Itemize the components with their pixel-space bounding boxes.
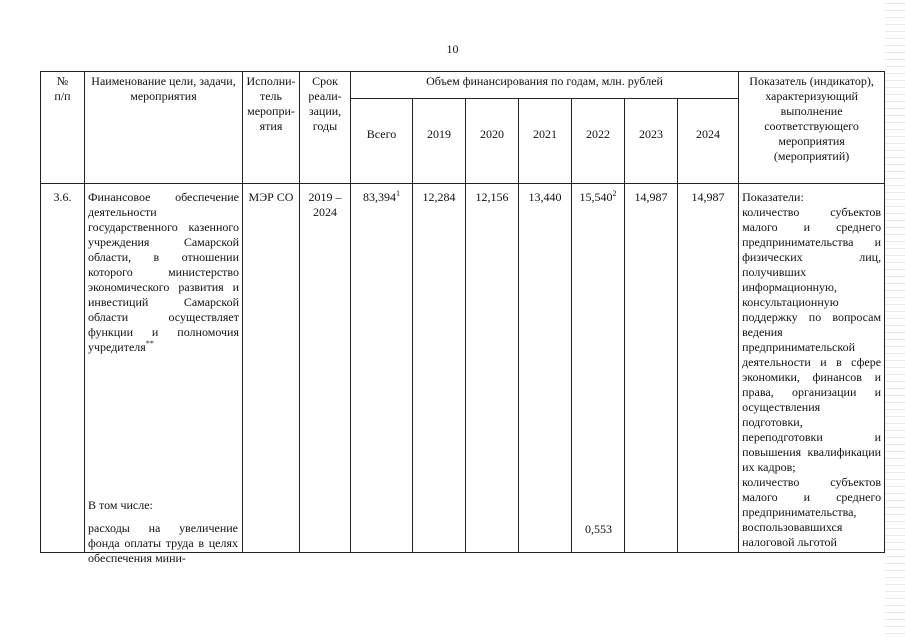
row-value-2022 xyxy=(572,184,625,553)
row-name-text: Финансовое обеспечение деятельности государственного казенного учреждения Самарской области, в отношении которого министерство экономического развития и инвестиций Самарской области осуществляет функции и полномочия учредителя xyxy=(88,190,239,354)
header-year-2023: 2023 xyxy=(625,99,678,184)
scan-edge-artifact xyxy=(885,0,905,640)
row-total-value: 83,394 xyxy=(363,190,396,204)
header-executor: Исполни- тель меропри- ятия xyxy=(243,72,300,184)
header-year-2019: 2019 xyxy=(413,99,466,184)
subsection-item-value: 0,553 xyxy=(585,522,612,536)
row-value-2024: 14,987 xyxy=(678,184,739,553)
row-value-2020: 12,156 xyxy=(466,184,519,553)
header-year-2024: 2024 xyxy=(678,99,739,184)
header-total: Всего xyxy=(351,99,413,184)
row-value-2022-footnote: 2 xyxy=(612,189,617,198)
row-number: 3.6. xyxy=(41,184,85,553)
row-term: 2019 – 2024 xyxy=(300,184,351,553)
header-number: № п/п xyxy=(41,72,85,184)
header-year-2022: 2022 xyxy=(572,99,625,184)
row-name-footnote: ** xyxy=(145,339,154,348)
subsection-heading: В том числе: xyxy=(88,498,153,512)
row-value-2022-text: 15,540 xyxy=(579,190,613,204)
header-finance: Объем финансирования по годам, млн. рублей xyxy=(351,72,739,99)
row-indicator: Показатели: количество субъектов малого и среднего предпринимательства и физических лиц, получивших информационную, консультационную поддержку по вопросам ведения предпринимательской деятельности и в сфере экономики, финансов и права, организации и осуществления подготовки, переподготовки и повышения квалификации их кадров; количество субъектов малого и среднего предпринимательства, воспользовавшихся налоговой льготой xyxy=(739,184,885,553)
row-total xyxy=(351,184,413,553)
header-year-2020: 2020 xyxy=(466,99,519,184)
header-name: Наименование цели, задачи, мероприятия xyxy=(85,72,243,184)
header-term: Срок реали- зации, годы xyxy=(300,72,351,184)
table-row xyxy=(41,184,885,553)
row-value-2023: 14,987 xyxy=(625,184,678,553)
page-number: 10 xyxy=(446,42,459,56)
row-value-2021: 13,440 xyxy=(519,184,572,553)
subsection-item-text: расходы на увеличение фонда оплаты труда в целях обеспечения мини- xyxy=(88,521,238,565)
row-total-footnote: 1 xyxy=(396,189,400,198)
row-value-2019: 12,284 xyxy=(413,184,466,553)
financing-table xyxy=(40,71,885,553)
header-year-2021: 2021 xyxy=(519,99,572,184)
row-executor: МЭР СО xyxy=(243,184,300,553)
header-indicator: Показатель (индикатор), характеризующий выполнение соответствующего мероприятия (мероприятий) xyxy=(739,72,885,184)
